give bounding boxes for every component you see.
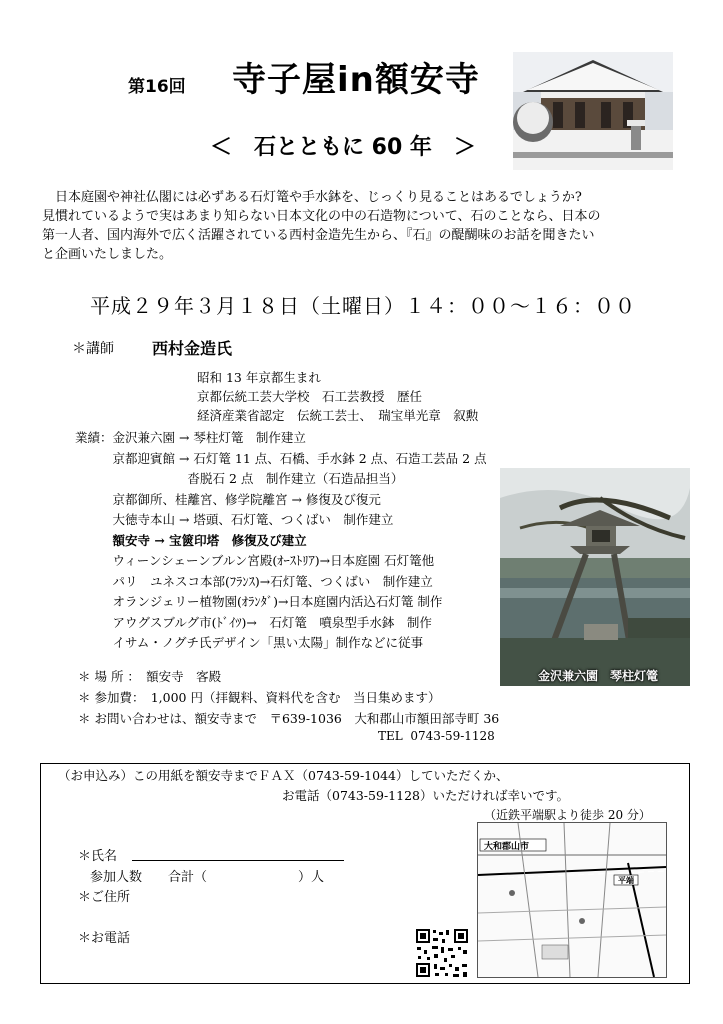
name-input-line[interactable]	[132, 860, 344, 861]
form-instruction-line2: お電話（0743-59-1128）いただければ幸いです。	[282, 788, 569, 803]
contact-line: ＊ お問い合わせは、額安寺まで 〒639-1036 大和郡山市額田部寺町 36	[78, 711, 500, 726]
achievement-item: パリ ユネスコ本部(ﾌﾗﾝｽ)→石灯篭、つくばい 制作建立	[75, 573, 433, 589]
bio-line: 昭和 13 年京都生まれ	[197, 370, 321, 385]
qr-code-image	[415, 928, 469, 978]
achievement-item-highlight: 額安寺 → 宝篋印塔 修復及び建立	[75, 532, 307, 548]
fee-line: ＊ 参加費： 1,000 円（拝観料、資料代を含む 当日集めます）	[78, 690, 441, 705]
event-info	[78, 666, 499, 729]
access-note: （近鉄平端駅より徒歩 20 分）	[484, 808, 651, 822]
lantern-photo	[500, 468, 690, 686]
access-map	[477, 822, 667, 978]
participant-count-label: 参加人数 合計（ ）人	[90, 870, 325, 885]
lecturer-name: 西村金造氏	[152, 339, 233, 358]
achievements-list	[75, 428, 487, 654]
phone-label: ＊お電話	[78, 931, 131, 946]
photo-caption: 金沢兼六園 琴柱灯篭	[538, 669, 659, 683]
kenrokuen-lantern-image	[500, 468, 690, 686]
contact-tel: TEL 0743-59-1128	[378, 729, 495, 743]
achievement-item: オランジェリー植物園(ｵﾗﾝﾀﾞ)→日本庭園内活込石灯篭 制作	[75, 594, 443, 609]
achievement-item: 大徳寺本山 → 塔頭、石灯篭、つくばい 制作建立	[75, 512, 394, 527]
temple-photo	[513, 52, 673, 170]
access-map-image	[478, 823, 666, 977]
lecturer-label: ＊講師	[72, 341, 114, 357]
map-station-label: 平端	[618, 876, 634, 885]
page-title: 寺子屋in額安寺	[232, 60, 480, 100]
intro-paragraph	[42, 188, 692, 264]
lecturer-bio	[197, 368, 478, 425]
bio-line: 経済産業省認定 伝統工芸士、 瑞宝単光章 叙勲	[197, 408, 479, 423]
achievement-item: 京都御所、桂離宮、修学院離宮 → 修復及び復元	[75, 491, 381, 507]
bio-line: 京都伝統工芸大学校 石工芸教授 歴任	[197, 389, 423, 404]
achievement-item: イサム・ノグチ氏デザイン「黒い太陽」制作などに従事	[75, 635, 424, 650]
form-instruction-line1: （お申込み）この用紙を額安寺までＦＡＸ（0743-59-1044）していただくか、	[58, 768, 509, 783]
achievement-item: 業績：金沢兼六園 → 琴柱灯篭 制作建立	[75, 430, 306, 445]
temple-snow-image	[513, 52, 673, 170]
address-label: ＊ご住所	[78, 890, 131, 905]
qr-code	[415, 928, 469, 978]
intro-line: 見慣れているようで実はあまり知らない日本文化の中の石造物について、石のことなら、日本の	[42, 209, 601, 224]
achievement-item: 京都迎賓館 → 石灯篭 11 点、石橋、手水鉢 2 点、石造工芸品 2 点	[75, 450, 487, 466]
event-date: 平成２９年３月１８日（土曜日）１４：００〜１６：００	[90, 294, 636, 318]
intro-line: と企画いたしました。	[42, 247, 173, 262]
name-label: ＊氏名	[78, 849, 118, 864]
achievement-item: アウグスブルグ市(ﾄﾞｲﾂ)→ 石灯篭 噴泉型手水鉢 制作	[75, 614, 432, 630]
intro-line: 第一人者、国内海外で広く活躍されている西村金造先生から、『石』の醍醐味のお話を聞きたい	[42, 228, 595, 243]
achievement-item: 沓脱石 2 点 制作建立（石造品担当）	[75, 471, 404, 486]
intro-line: 日本庭園や神社仏閣には必ずある石灯篭や手水鉢を、じっくり見ることはあるでしょうか?	[42, 190, 582, 205]
map-city-label: 大和郡山市	[484, 842, 530, 852]
achievement-item: ウィーンシェーンブルン宮殿(ｵｰｽﾄﾘｱ)→日本庭園 石灯篭他	[75, 553, 435, 568]
edition-label: 第16回	[128, 77, 186, 97]
venue-line: ＊ 場 所 ： 額安寺 客殿	[78, 669, 222, 684]
page-subtitle: ＜ 石とともに 60 年 ＞	[210, 135, 476, 160]
